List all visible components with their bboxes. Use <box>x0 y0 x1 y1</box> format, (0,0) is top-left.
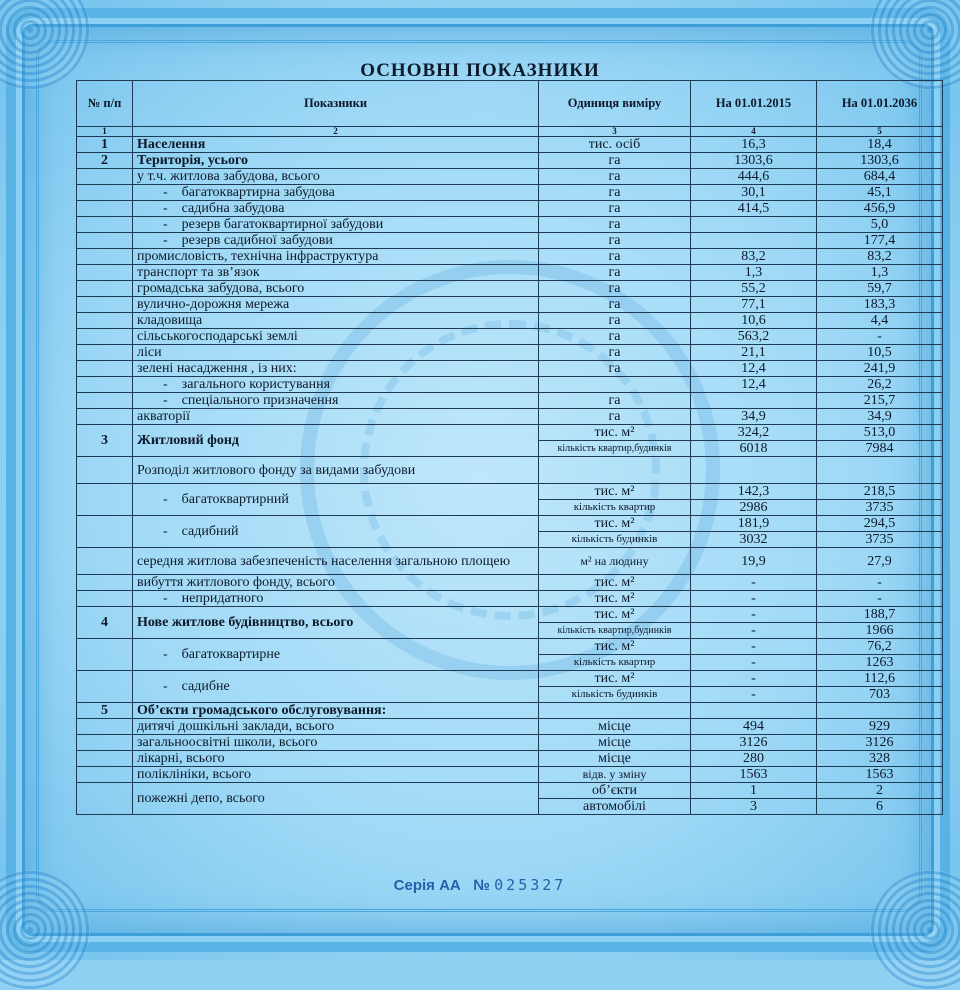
value-2015: 19,9 <box>691 548 817 575</box>
row-label: Нове житлове будівництво, всього <box>133 607 539 639</box>
value-2036: 294,5 <box>817 516 943 532</box>
column-number: 3 <box>539 127 691 137</box>
table-row <box>77 671 943 687</box>
header-unit: Одиниця виміру <box>539 81 691 127</box>
value-2015: - <box>691 639 817 655</box>
row-number: 1 <box>77 137 133 153</box>
table-row <box>77 575 943 591</box>
row-label: у т.ч. житлова забудова, всього <box>133 169 539 185</box>
value-2015: 1563 <box>691 767 817 783</box>
table-row <box>77 137 943 153</box>
row-unit: тис. м² <box>539 516 691 532</box>
header-2015: На 01.01.2015 <box>691 81 817 127</box>
table-row <box>77 169 943 185</box>
value-2036: 513,0 <box>817 425 943 441</box>
row-label-text: резерв багатоквартирної забудови <box>181 217 384 232</box>
row-unit: га <box>539 153 691 169</box>
row-label: Об’єкти громадського обслуговування: <box>133 703 539 719</box>
value-2036: 188,7 <box>817 607 943 623</box>
value-2015: 2986 <box>691 500 817 516</box>
row-unit: га <box>539 233 691 249</box>
row-unit: га <box>539 297 691 313</box>
row-unit: га <box>539 393 691 409</box>
value-2015: - <box>691 623 817 639</box>
value-2015: 3032 <box>691 532 817 548</box>
value-2036: 5,0 <box>817 217 943 233</box>
value-2036: 2 <box>817 783 943 799</box>
table-row <box>77 591 943 607</box>
dash-marker: - <box>163 524 168 539</box>
row-unit: тис. осіб <box>539 137 691 153</box>
row-label: транспорт та зв’язок <box>133 265 539 281</box>
value-2015: 181,9 <box>691 516 817 532</box>
dash-marker: - <box>163 185 168 200</box>
table-row <box>77 719 943 735</box>
row-unit: га <box>539 217 691 233</box>
row-label: Розподіл житлового фонду за видами забудови <box>133 457 539 484</box>
row-unit: об’єкти <box>539 783 691 799</box>
row-label-text: багатоквартирний <box>181 492 289 507</box>
value-2015: - <box>691 607 817 623</box>
row-label: кладовища <box>133 313 539 329</box>
table-row <box>77 767 943 783</box>
row-label-text: багатоквартирна забудова <box>181 185 335 200</box>
row-label <box>133 393 539 409</box>
row-label <box>133 185 539 201</box>
value-2036: - <box>817 329 943 345</box>
row-unit: кількість квартир,будинків <box>539 623 691 639</box>
serial-number <box>0 876 960 894</box>
table-row <box>77 297 943 313</box>
row-label: вулично-дорожня мережа <box>133 297 539 313</box>
value-2015: 83,2 <box>691 249 817 265</box>
header-2036: На 01.01.2036 <box>817 81 943 127</box>
value-2015: - <box>691 671 817 687</box>
value-2036: 112,6 <box>817 671 943 687</box>
row-number: 5 <box>77 703 133 719</box>
table-row <box>77 639 943 655</box>
row-unit: га <box>539 313 691 329</box>
table-row <box>77 425 943 441</box>
dash-marker: - <box>163 233 168 248</box>
row-label: Населення <box>133 137 539 153</box>
value-2015: - <box>691 687 817 703</box>
value-2015 <box>691 233 817 249</box>
value-2036: 456,9 <box>817 201 943 217</box>
row-unit: тис. м² <box>539 639 691 655</box>
table-row <box>77 516 943 532</box>
value-2015: 494 <box>691 719 817 735</box>
value-2036: 3735 <box>817 500 943 516</box>
value-2015: 3 <box>691 799 817 815</box>
row-label: поліклініки, всього <box>133 767 539 783</box>
value-2036: 18,4 <box>817 137 943 153</box>
table-row <box>77 484 943 500</box>
row-unit: га <box>539 249 691 265</box>
value-2015: 142,3 <box>691 484 817 500</box>
row-label <box>133 377 539 393</box>
serial-series: Серія АА <box>393 877 461 894</box>
dash-marker: - <box>163 201 168 216</box>
value-2015: 280 <box>691 751 817 767</box>
row-unit: місце <box>539 735 691 751</box>
row-unit: тис. м² <box>539 591 691 607</box>
row-unit: тис. м² <box>539 671 691 687</box>
table-row <box>77 409 943 425</box>
value-2036: - <box>817 591 943 607</box>
row-label: промисловість, технічна інфраструктура <box>133 249 539 265</box>
value-2036: 76,2 <box>817 639 943 655</box>
value-2036: 34,9 <box>817 409 943 425</box>
value-2015: 563,2 <box>691 329 817 345</box>
table-row <box>77 548 943 575</box>
table-row <box>77 783 943 799</box>
row-unit: га <box>539 345 691 361</box>
row-label <box>133 639 539 671</box>
value-2036: 684,4 <box>817 169 943 185</box>
value-2036: - <box>817 575 943 591</box>
column-number: 5 <box>817 127 943 137</box>
row-number: 4 <box>77 607 133 639</box>
row-unit: га <box>539 409 691 425</box>
header-indicators: Показники <box>133 81 539 127</box>
row-label-text: спеціального призначення <box>181 393 339 408</box>
row-unit: кількість квартир <box>539 655 691 671</box>
row-unit: кількість будинків <box>539 687 691 703</box>
value-2015: 34,9 <box>691 409 817 425</box>
value-2036: 177,4 <box>817 233 943 249</box>
value-2036: 3126 <box>817 735 943 751</box>
row-unit: тис. м² <box>539 607 691 623</box>
column-number: 4 <box>691 127 817 137</box>
row-label-text: садибне <box>181 679 230 694</box>
row-unit: відв. у зміну <box>539 767 691 783</box>
row-unit: га <box>539 361 691 377</box>
row-unit: га <box>539 185 691 201</box>
table-row <box>77 233 943 249</box>
row-label <box>133 201 539 217</box>
value-2015: 77,1 <box>691 297 817 313</box>
value-2015: 21,1 <box>691 345 817 361</box>
table-row <box>77 281 943 297</box>
value-2015: 12,4 <box>691 377 817 393</box>
row-unit: тис. м² <box>539 484 691 500</box>
table-row <box>77 393 943 409</box>
table-row <box>77 313 943 329</box>
row-unit: тис. м² <box>539 575 691 591</box>
row-number: 2 <box>77 153 133 169</box>
row-label: сільськогосподарські землі <box>133 329 539 345</box>
value-2036: 218,5 <box>817 484 943 500</box>
value-2015: 6018 <box>691 441 817 457</box>
table-row <box>77 265 943 281</box>
row-unit: місце <box>539 719 691 735</box>
table-row <box>77 217 943 233</box>
row-label: Територія, усього <box>133 153 539 169</box>
row-unit: м² на людину <box>539 548 691 575</box>
value-2036: 6 <box>817 799 943 815</box>
value-2036: 4,4 <box>817 313 943 329</box>
value-2015: 55,2 <box>691 281 817 297</box>
table-row <box>77 457 943 484</box>
table-row <box>77 607 943 623</box>
value-2036: 27,9 <box>817 548 943 575</box>
table-row <box>77 735 943 751</box>
value-2015: 324,2 <box>691 425 817 441</box>
value-2036: 328 <box>817 751 943 767</box>
row-unit: кількість квартир,будинків <box>539 441 691 457</box>
dash-marker: - <box>163 591 168 606</box>
table-header-row <box>77 81 943 127</box>
value-2036: 1966 <box>817 623 943 639</box>
value-2015: - <box>691 575 817 591</box>
value-2036: 1263 <box>817 655 943 671</box>
table-row <box>77 703 943 719</box>
dash-marker: - <box>163 492 168 507</box>
row-label: дитячі дошкільні заклади, всього <box>133 719 539 735</box>
serial-number-sign: № <box>473 877 490 894</box>
value-2036: 1563 <box>817 767 943 783</box>
value-2015: 3126 <box>691 735 817 751</box>
value-2015: - <box>691 591 817 607</box>
row-label <box>133 217 539 233</box>
column-number: 1 <box>77 127 133 137</box>
row-label: вибуття житлового фонду, всього <box>133 575 539 591</box>
value-2015: 1 <box>691 783 817 799</box>
row-label-text: садибна забудова <box>181 201 285 216</box>
row-unit: кількість будинків <box>539 532 691 548</box>
table-row <box>77 201 943 217</box>
row-unit <box>539 377 691 393</box>
row-label: ліси <box>133 345 539 361</box>
value-2015: 414,5 <box>691 201 817 217</box>
row-label-text: багатоквартирне <box>181 647 281 662</box>
value-2036: 215,7 <box>817 393 943 409</box>
dash-marker: - <box>163 217 168 232</box>
column-number-row <box>77 127 943 137</box>
value-2036: 703 <box>817 687 943 703</box>
value-2036: 10,5 <box>817 345 943 361</box>
row-label-text: резерв садибної забудови <box>181 233 333 248</box>
value-2036: 83,2 <box>817 249 943 265</box>
dash-marker: - <box>163 377 168 392</box>
row-unit: га <box>539 201 691 217</box>
page-title: ОСНОВНІ ПОКАЗНИКИ <box>360 60 600 81</box>
table-row <box>77 249 943 265</box>
column-number: 2 <box>133 127 539 137</box>
row-label-text: загального користування <box>181 377 331 392</box>
table-row <box>77 185 943 201</box>
row-label: загальноосвітні школи, всього <box>133 735 539 751</box>
value-2036: 241,9 <box>817 361 943 377</box>
row-label: середня житлова забезпеченість населення загальною площею <box>133 548 539 575</box>
indicators-table <box>76 80 943 815</box>
value-2036: 59,7 <box>817 281 943 297</box>
value-2036: 1303,6 <box>817 153 943 169</box>
row-number: 3 <box>77 425 133 457</box>
value-2015: 1,3 <box>691 265 817 281</box>
row-label-text: непридатного <box>181 591 264 606</box>
value-2015 <box>691 217 817 233</box>
value-2015: 12,4 <box>691 361 817 377</box>
row-label <box>133 484 539 516</box>
row-label-text: садибний <box>181 524 239 539</box>
row-label: лікарні, всього <box>133 751 539 767</box>
dash-marker: - <box>163 647 168 662</box>
row-label <box>133 516 539 548</box>
value-2015: 1303,6 <box>691 153 817 169</box>
table-row <box>77 361 943 377</box>
table-row <box>77 153 943 169</box>
row-label: пожежні депо, всього <box>133 783 539 815</box>
row-label <box>133 233 539 249</box>
table-row <box>77 345 943 361</box>
row-unit: тис. м² <box>539 425 691 441</box>
row-label: зелені насадження , із них: <box>133 361 539 377</box>
row-unit: га <box>539 329 691 345</box>
row-unit: га <box>539 169 691 185</box>
row-label <box>133 671 539 703</box>
value-2036: 45,1 <box>817 185 943 201</box>
value-2015: - <box>691 655 817 671</box>
value-2015: 16,3 <box>691 137 817 153</box>
value-2036: 929 <box>817 719 943 735</box>
value-2015: 30,1 <box>691 185 817 201</box>
table-row <box>77 751 943 767</box>
row-unit: автомобілі <box>539 799 691 815</box>
table-row <box>77 377 943 393</box>
table-row <box>77 329 943 345</box>
row-unit: кількість квартир <box>539 500 691 516</box>
row-unit: місце <box>539 751 691 767</box>
value-2036: 3735 <box>817 532 943 548</box>
value-2036: 1,3 <box>817 265 943 281</box>
header-number: № п/п <box>77 81 133 127</box>
value-2015: 444,6 <box>691 169 817 185</box>
row-label: Житловий фонд <box>133 425 539 457</box>
dash-marker: - <box>163 393 168 408</box>
row-unit: га <box>539 265 691 281</box>
row-label <box>133 591 539 607</box>
row-unit: га <box>539 281 691 297</box>
value-2036: 183,3 <box>817 297 943 313</box>
serial-number-value: 025327 <box>494 876 567 894</box>
row-label: громадська забудова, всього <box>133 281 539 297</box>
value-2015: 10,6 <box>691 313 817 329</box>
value-2036: 7984 <box>817 441 943 457</box>
row-label: акваторії <box>133 409 539 425</box>
value-2015 <box>691 393 817 409</box>
dash-marker: - <box>163 679 168 694</box>
value-2036: 26,2 <box>817 377 943 393</box>
